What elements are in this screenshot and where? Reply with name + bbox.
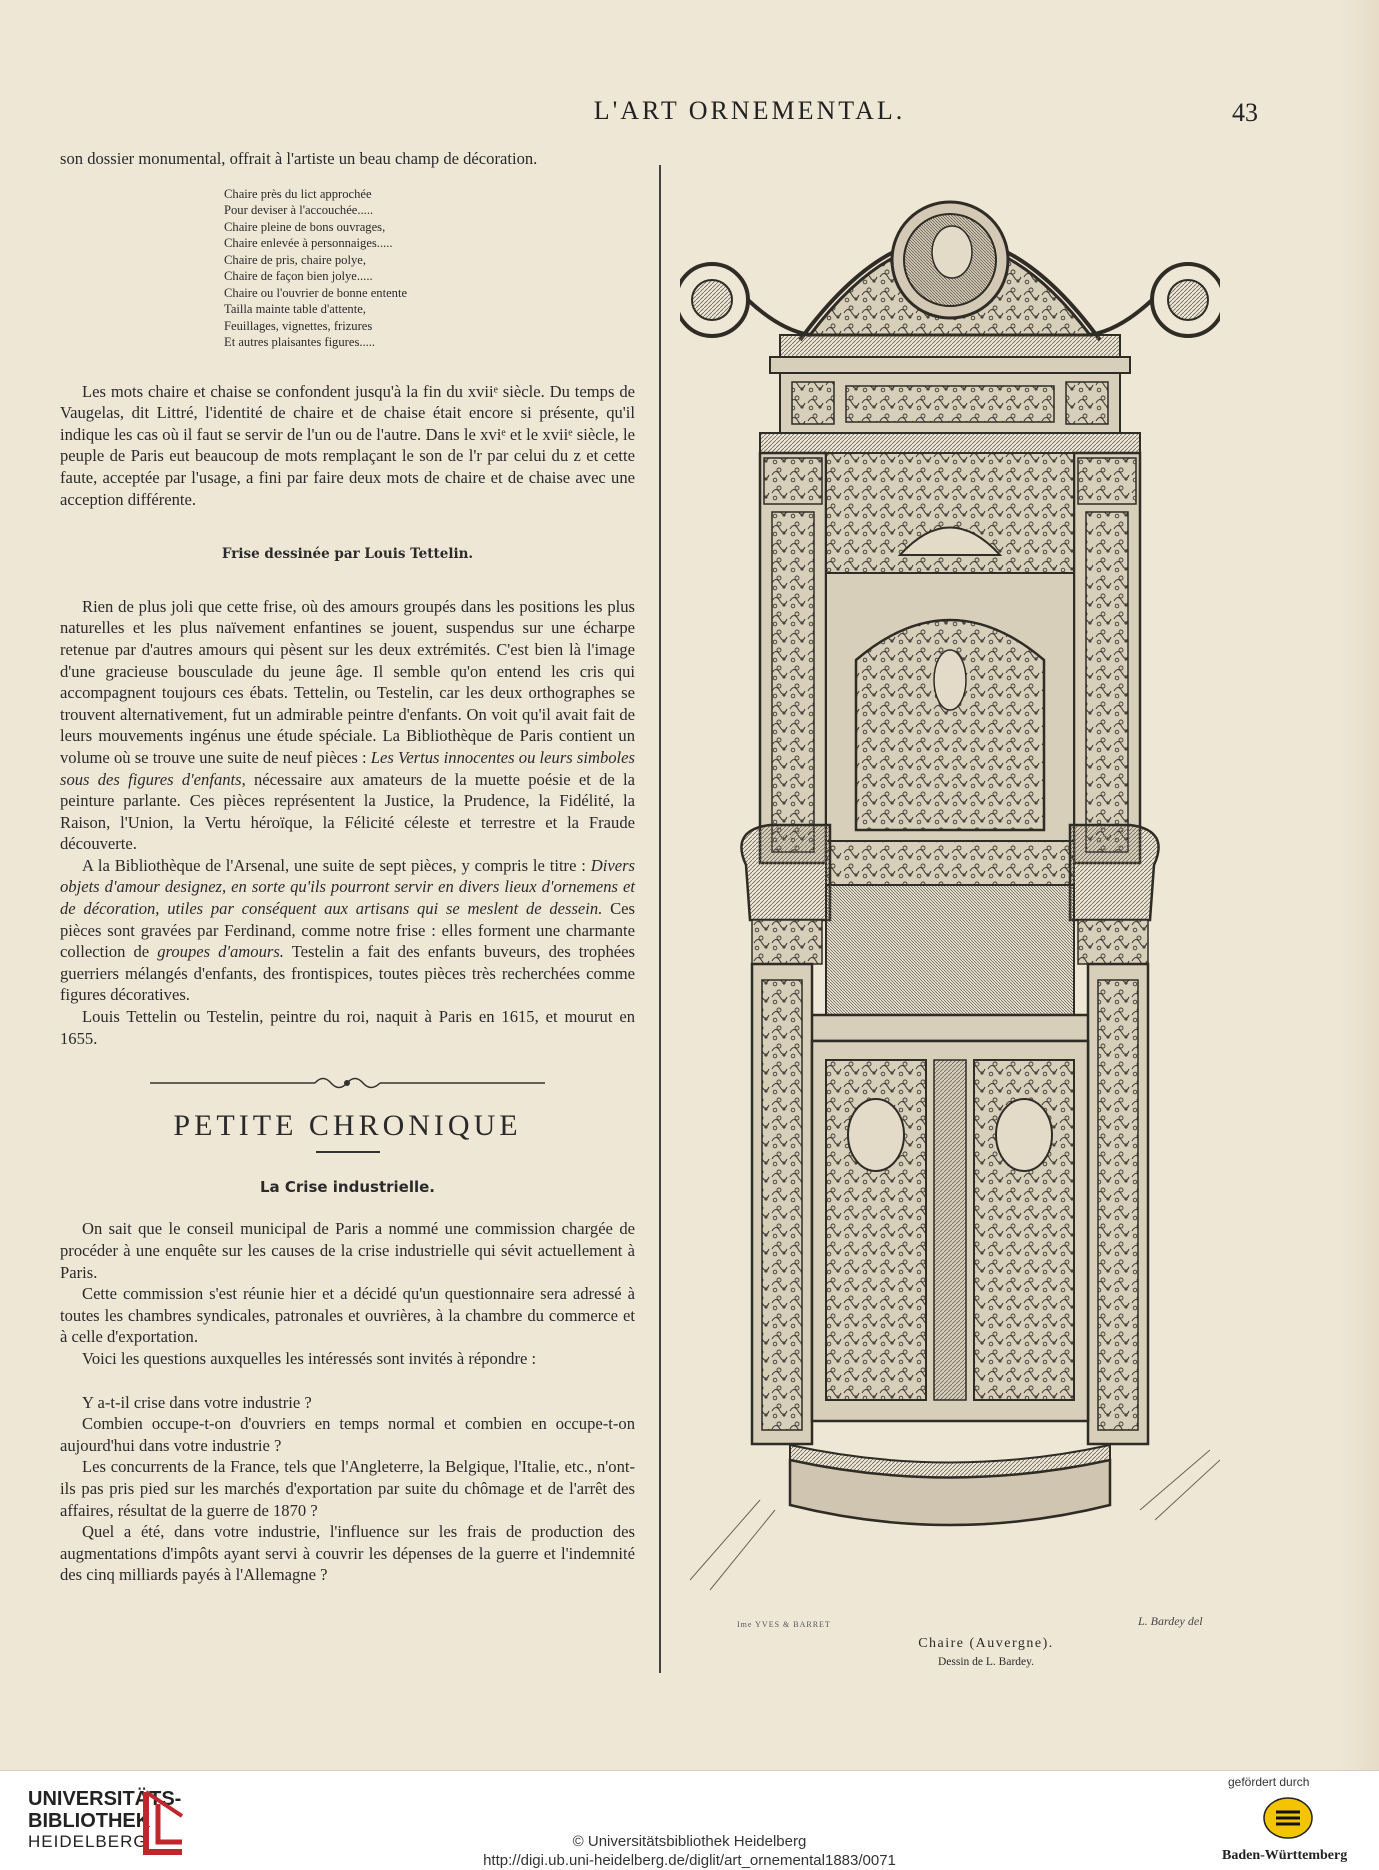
left-column (60, 148, 635, 1586)
chaire-engraving (680, 160, 1220, 1660)
question-3: Les concurrents de la France, tels que l'Angleterre, la Belgique, l'Italie, etc., n'ont-ils pas pris pied sur les marchés d'exportation par suite du chômage et de l'arrêt des affaires, résultat de la guerre de 1870 ? (60, 1457, 635, 1520)
verse-line: Chaire pleine de bons ouvrages, (224, 219, 386, 234)
crise-paragraph-3: Voici les questions auxquelles les intéressés sont invités à répondre : (82, 1348, 537, 1368)
verse-block (224, 186, 635, 351)
verse-line: Chaire de pris, chaire polye, (224, 252, 366, 267)
page-edge-shadow (1339, 0, 1379, 1770)
verse-line: Et autres plaisantes figures..... (224, 335, 376, 350)
verse-line: Feuillages, vignettes, frizures (224, 318, 373, 333)
verse-line: Pour deviser à l'accouchée..... (224, 203, 374, 218)
coat-of-arms-icon (1262, 1796, 1314, 1840)
frise-paragraph-3: Louis Tettelin ou Testelin, peintre du roi, naquit à Paris en 1615, et mourut en 1655. (60, 1007, 635, 1048)
library-name-line1: UNIVERSITÄTS- (28, 1788, 182, 1810)
column-divider (659, 165, 661, 1673)
funded-by-label: gefördert durch (1228, 1775, 1310, 1789)
verse-line: Chaire près du lict approchée (224, 186, 372, 201)
artist-signature: L. Bardey del (1138, 1614, 1203, 1628)
question-1: Y a-t-il crise dans votre industrie ? (82, 1392, 312, 1412)
caption-credit: Dessin de L. Bardey. (937, 1656, 1035, 1668)
verse-line: Chaire de façon bien jolye..... (224, 269, 373, 284)
engraver-mark: Ime YVES & BARRET (737, 1620, 831, 1629)
verse-line: Chaire ou l'ouvrier de bonne entente (224, 285, 408, 300)
page-number: 43 (1232, 98, 1258, 127)
copyright-notice: © Universitätsbibliothek Heidelberg (572, 1833, 807, 1850)
frise-paragraph-2: A la Bibliothèque de l'Arsenal, une suite de sept pièces, y compris le titre : Divers objets d'amour designez, en sorte qu'ils pourront servir en divers lieux d'ornemens et de décoration, utiles par conséquent aux artisans qui se meslent de dessein. Ces pièces sont gravées par Ferdinand, comme notre frise : elles forment une charmante collection de groupes d'amours. Testelin a fait des enfants buveurs, des trophées guerriers mélangés d'enfants, des frontispices, toutes pièces très recherchées comme figures décoratives. (60, 855, 635, 1005)
frise-heading: Frise dessinée par Louis Tettelin. (221, 546, 474, 563)
permalink[interactable]: http://digi.ub.uni-heidelberg.de/diglit/art_ornemental1883/0071 (483, 1852, 896, 1869)
running-title: L'ART ORNEMENTAL. (593, 96, 906, 125)
crise-paragraph-1: On sait que le conseil municipal de Paris a nommé une commission chargée de procéder à une enquête sur les causes de la crise industrielle qui sévit actuellement à Paris. (60, 1219, 635, 1282)
ornamental-rule (60, 1073, 635, 1093)
chronique-heading: PETITE CHRONIQUE (173, 1109, 522, 1143)
heading-rule (316, 1151, 380, 1153)
frise-paragraph-1: Rien de plus joli que cette frise, où des amours groupés dans les positions les plus naturelles et les plus naïvement enfantines se jouent, suspendus sur une écharpe retenue par d'autres amours qui pèsent sur les deux extrémités. C'est bien là l'image d'une gracieuse bousculade du jeune âge. Il semble qu'on entend les cris qui accompagnent toujours ces ébats. Tettelin, ou Testelin, car les deux orthographes se trouvent alternativement, fut un admirable peintre d'enfants. On voit qu'il avait fait de leurs mouvements ingénus une étude spéciale. La Bibliothèque de Paris contient un volume où se trouve une suite de neuf pièces : Les Vertus innocentes ou leurs simboles sous des figures d'enfants, nécessaire aux amateurs de la muette poésie et de la peinture parlante. Ces pièces représentent la Justice, la Prudence, la Fidélité, la Raison, l'Union, la Vertu héroïque, la Félicité céleste et terrestre et la Fraude découverte. (60, 596, 635, 854)
caption-title: Chaire (Auvergne). (918, 1636, 1054, 1651)
crise-heading: La Crise industrielle. (260, 1177, 435, 1196)
funder-name: Baden-Württemberg (1222, 1848, 1348, 1863)
verse-line: Tailla mainte table d'attente, (224, 302, 366, 317)
intro-paragraph: son dossier monumental, offrait à l'artiste un beau champ de décoration. (60, 149, 538, 168)
question-4: Quel a été, dans votre industrie, l'influence sur les frais de production des augmentations d'impôts ayant servi à couvrir les dépenses de la guerre et l'indemnité des cinq milliards payés à l'Allemagne ? (60, 1522, 635, 1585)
library-name-line3: HEIDELBERG (28, 1832, 148, 1851)
verse-line: Chaire enlevée à personnaiges..... (224, 236, 393, 251)
library-name-line2: BIBLIOTHEK (28, 1810, 151, 1832)
question-2: Combien occupe-t-on d'ouvriers en temps normal et combien en occupe-t-on aujourd'hui dans votre industrie ? (60, 1414, 635, 1455)
chaise-paragraph: Les mots chaire et chaise se confondent jusqu'à la fin du xviiᵉ siècle. Du temps de Vaugelas, dit Littré, l'identité de chaire et de chaise était encore si présente, qu'il indique les cas où il faut se servir de l'un ou de l'autre. Dans le xviᵉ et le xviiᵉ siècle, le peuple de Paris eut beaucoup de mots remplaçant le son de l'r par celui du z et cette faute, acceptée par l'usage, a fini par faire deux mots de chaire et de chaise avec une acception différente. (60, 381, 635, 509)
crise-paragraph-2: Cette commission s'est réunie hier et a décidé qu'un questionnaire sera adressé à toutes les chambres syndicales, patronales et ouvrières, à la chambre du commerce et à celle d'exportation. (60, 1284, 635, 1347)
figure-caption (870, 1636, 1102, 1668)
